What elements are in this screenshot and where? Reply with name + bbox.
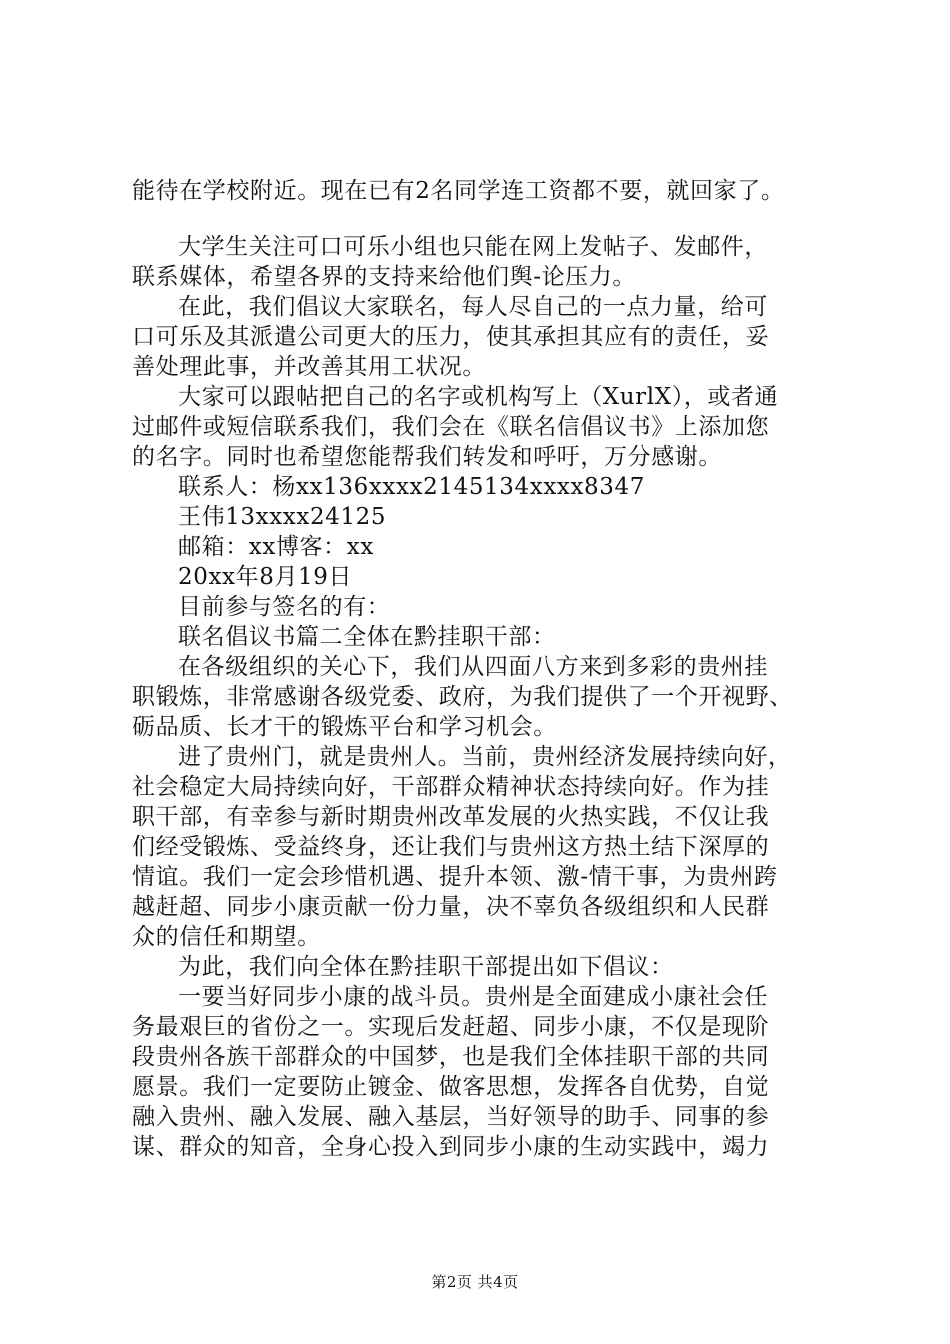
- text-line: 社会稳定大局持续向好，干部群众精神状态持续向好。作为挂: [132, 774, 770, 800]
- text-line: 融入贵州、融入发展、融入基层，当好领导的助手、同事的参: [132, 1104, 770, 1130]
- text-line: 段贵州各族干部群众的中国梦，也是我们全体挂职干部的共同: [132, 1044, 770, 1070]
- text-line: 务最艰巨的省份之一。实现后发赶超、同步小康，不仅是现阶: [132, 1014, 770, 1040]
- text-line: 愿景。我们一定要防止镀金、做客思想，发挥各自优势，自觉: [132, 1074, 770, 1100]
- contact-person: 王伟13xxxx24125: [178, 504, 387, 530]
- text-line: 联系媒体，希望各界的支持来给他们舆-论压力。: [132, 264, 636, 290]
- contact-person: 联系人：杨xx136xxxx2145134xxxx8347: [178, 474, 645, 500]
- document-body: [132, 176, 852, 1162]
- text-line: 的名字。同时也希望您能帮我们转发和呼吁，万分感谢。: [132, 444, 722, 470]
- text-line: 目前参与签名的有：: [178, 594, 391, 620]
- text-line: 口可乐及其派遣公司更大的压力，使其承担其应有的责任，妥: [132, 324, 770, 350]
- text-line: 过邮件或短信联系我们，我们会在《联名信倡议书》上添加您: [132, 414, 770, 440]
- text-line: 在各级组织的关心下，我们从四面八方来到多彩的贵州挂: [178, 654, 768, 680]
- text-line: 能待在学校附近。现在已有2名同学连工资都不要，就回家了。: [132, 178, 785, 204]
- text-line: 在此，我们倡议大家联名，每人尽自己的一点力量，给可: [178, 294, 768, 320]
- text-line: 情谊。我们一定会珍惜机遇、提升本领、激-情干事，为贵州跨: [132, 864, 778, 890]
- section-heading: 联名倡议书篇二全体在黔挂职干部：: [178, 624, 556, 650]
- text-line: 众的信任和期望。: [132, 924, 321, 950]
- text-line: 职锻炼，非常感谢各级党委、政府，为我们提供了一个开视野、: [132, 684, 793, 710]
- text-line: 一要当好同步小康的战斗员。贵州是全面建成小康社会任: [178, 984, 768, 1010]
- text-line: 善处理此事，并改善其用工状况。: [132, 354, 486, 380]
- text-line: 为此，我们向全体在黔挂职干部提出如下倡议：: [178, 954, 674, 980]
- text-line: 大家可以跟帖把自己的名字或机构写上（XurlX），或者通: [178, 384, 779, 410]
- contact-email: 邮箱：xx博客：xx: [178, 534, 374, 560]
- text-line: 砺品质、长才干的锻炼平台和学习机会。: [132, 714, 557, 740]
- document-date: 20xx年8月19日: [178, 564, 353, 590]
- text-line: 大学生关注可口可乐小组也只能在网上发帖子、发邮件，: [178, 234, 768, 260]
- text-line: 们经受锻炼、受益终身，还让我们与贵州这方热土结下深厚的: [132, 834, 770, 860]
- text-line: 越赶超、同步小康贡献一份力量，决不辜负各级组织和人民群: [132, 894, 770, 920]
- text-line: 职干部，有幸参与新时期贵州改革发展的火热实践，不仅让我: [132, 804, 770, 830]
- text-line: 谋、群众的知音，全身心投入到同步小康的生动实践中，竭力: [132, 1134, 770, 1160]
- text-line: 进了贵州门，就是贵州人。当前，贵州经济发展持续向好，: [178, 744, 792, 770]
- page-number-footer: 第2页 共4页: [431, 1273, 519, 1291]
